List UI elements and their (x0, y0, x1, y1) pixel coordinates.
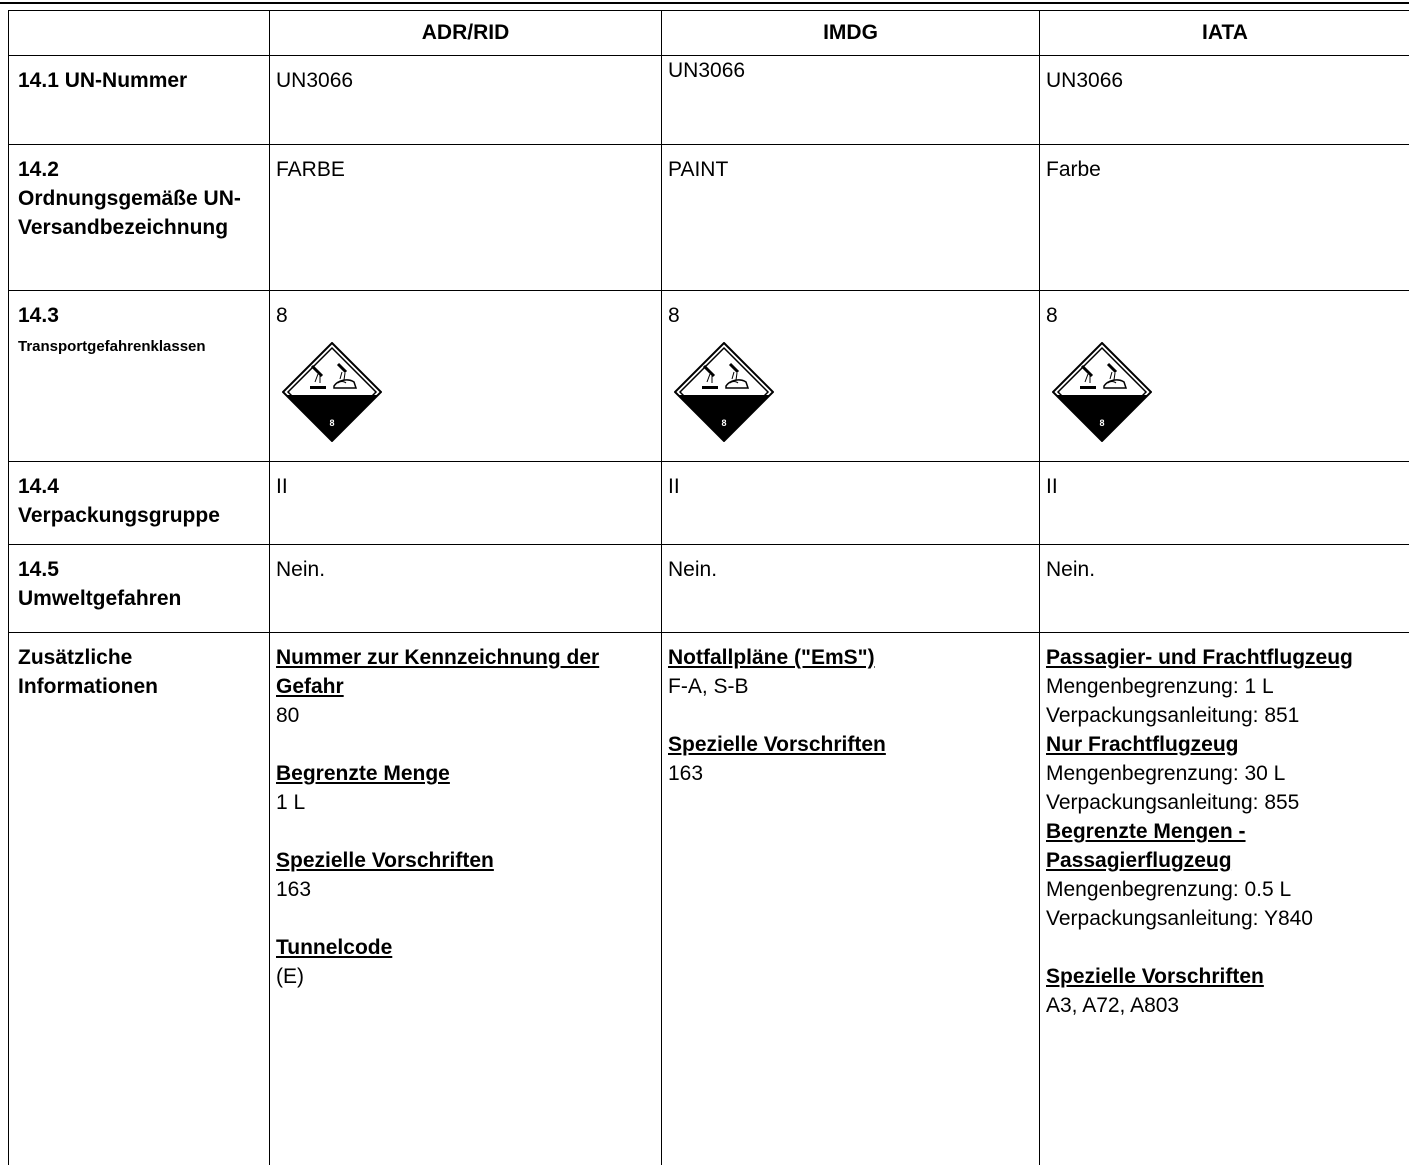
cell-hazard-class-imdg (662, 291, 1040, 462)
special-provisions-value: 163 (668, 759, 1039, 788)
hazard-class-value: 8 (668, 304, 680, 327)
row-label-text: Transportgefahrenklassen (18, 338, 206, 355)
special-provisions-heading: Spezielle Vorschriften (668, 730, 1039, 759)
ems-heading: Notfallpläne ("EmS") (668, 643, 1039, 672)
hazard-id-heading: Nummer zur Kennzeichnung der Gefahr (276, 643, 661, 701)
row-label-number: 14.5 (18, 558, 59, 581)
header-row (9, 11, 1409, 56)
row-label-un-number: 14.1 UN-Nummer (9, 56, 270, 145)
cell-packing-group-adr: II (270, 462, 662, 545)
special-provisions-heading: Spezielle Vorschriften (1046, 962, 1409, 991)
row-additional-info (9, 633, 1409, 1165)
cell-packing-group-iata: II (1040, 462, 1409, 545)
limited-quantity-heading: Begrenzte Menge (276, 759, 661, 788)
cell-environment-adr: Nein. (270, 545, 662, 633)
column-header-adr: ADR/RID (270, 11, 662, 56)
cell-additional-imdg (662, 633, 1040, 1165)
row-packing-group (9, 462, 1409, 545)
pictogram-class-number: 8 (1099, 418, 1104, 428)
cargo-only-quantity: Mengenbegrenzung: 30 L (1046, 759, 1409, 788)
top-rule (0, 2, 1409, 4)
row-label-additional-info: Zusätzliche Informationen (9, 633, 270, 1165)
special-provisions-heading: Spezielle Vorschriften (276, 846, 661, 875)
cell-environment-iata: Nein. (1040, 545, 1409, 633)
special-provisions-value: 163 (276, 875, 661, 904)
hazard-id-value: 80 (276, 701, 661, 730)
cell-additional-iata (1040, 633, 1409, 1165)
pictogram-class-number: 8 (721, 418, 726, 428)
row-un-number (9, 56, 1409, 145)
limited-passenger-quantity: Mengenbegrenzung: 0.5 L (1046, 875, 1409, 904)
row-label-text: Umweltgefahren (18, 587, 181, 610)
column-header-iata: IATA (1040, 11, 1409, 56)
cell-hazard-class-adr (270, 291, 662, 462)
row-label-shipping-name (9, 145, 270, 291)
column-header-imdg: IMDG (662, 11, 1040, 56)
row-label-number: 14.3 (18, 304, 59, 327)
limited-passenger-packing: Verpackungsanleitung: Y840 (1046, 904, 1409, 933)
row-label-environment (9, 545, 270, 633)
cell-environment-imdg: Nein. (662, 545, 1040, 633)
passenger-cargo-heading: Passagier- und Frachtflugzeug (1046, 643, 1409, 672)
limited-quantity-value: 1 L (276, 788, 661, 817)
cell-additional-adr (270, 633, 662, 1165)
cell-packing-group-imdg: II (662, 462, 1040, 545)
cell-un-number-iata: UN3066 (1040, 56, 1409, 145)
row-label-text: Ordnungsgemäße UN-Versandbezeichnung (18, 187, 241, 239)
row-label-packing-group (9, 462, 270, 545)
corrosive-class-8-icon (674, 342, 774, 442)
cell-un-number-adr: UN3066 (270, 56, 662, 145)
cell-shipping-name-adr: FARBE (270, 145, 662, 291)
row-label-number: 14.4 (18, 475, 59, 498)
cargo-only-heading: Nur Frachtflugzeug (1046, 730, 1409, 759)
row-label-hazard-class (9, 291, 270, 462)
pictogram-class-number: 8 (329, 418, 334, 428)
hazard-class-value: 8 (276, 304, 288, 327)
passenger-cargo-quantity: Mengenbegrenzung: 1 L (1046, 672, 1409, 701)
special-provisions-value: A3, A72, A803 (1046, 991, 1409, 1020)
cell-shipping-name-imdg: PAINT (662, 145, 1040, 291)
cell-hazard-class-iata (1040, 291, 1409, 462)
tunnel-code-heading: Tunnelcode (276, 933, 661, 962)
passenger-cargo-packing: Verpackungsanleitung: 851 (1046, 701, 1409, 730)
cargo-only-packing: Verpackungsanleitung: 855 (1046, 788, 1409, 817)
hazard-class-value: 8 (1046, 304, 1058, 327)
row-label-text: Verpackungsgruppe (18, 504, 220, 527)
cell-shipping-name-iata: Farbe (1040, 145, 1409, 291)
row-shipping-name (9, 145, 1409, 291)
limited-passenger-heading: Begrenzte Mengen - Passagierflugzeug (1046, 817, 1409, 875)
row-label-number: 14.2 (18, 158, 59, 181)
transport-info-table (8, 10, 1409, 1165)
tunnel-code-value: (E) (276, 962, 661, 991)
cell-un-number-imdg: UN3066 (662, 56, 1040, 145)
ems-value: F-A, S-B (668, 672, 1039, 701)
row-environment (9, 545, 1409, 633)
row-hazard-class (9, 291, 1409, 462)
corrosive-class-8-icon (1052, 342, 1152, 442)
header-empty-cell (9, 11, 270, 56)
corrosive-class-8-icon (282, 342, 382, 442)
